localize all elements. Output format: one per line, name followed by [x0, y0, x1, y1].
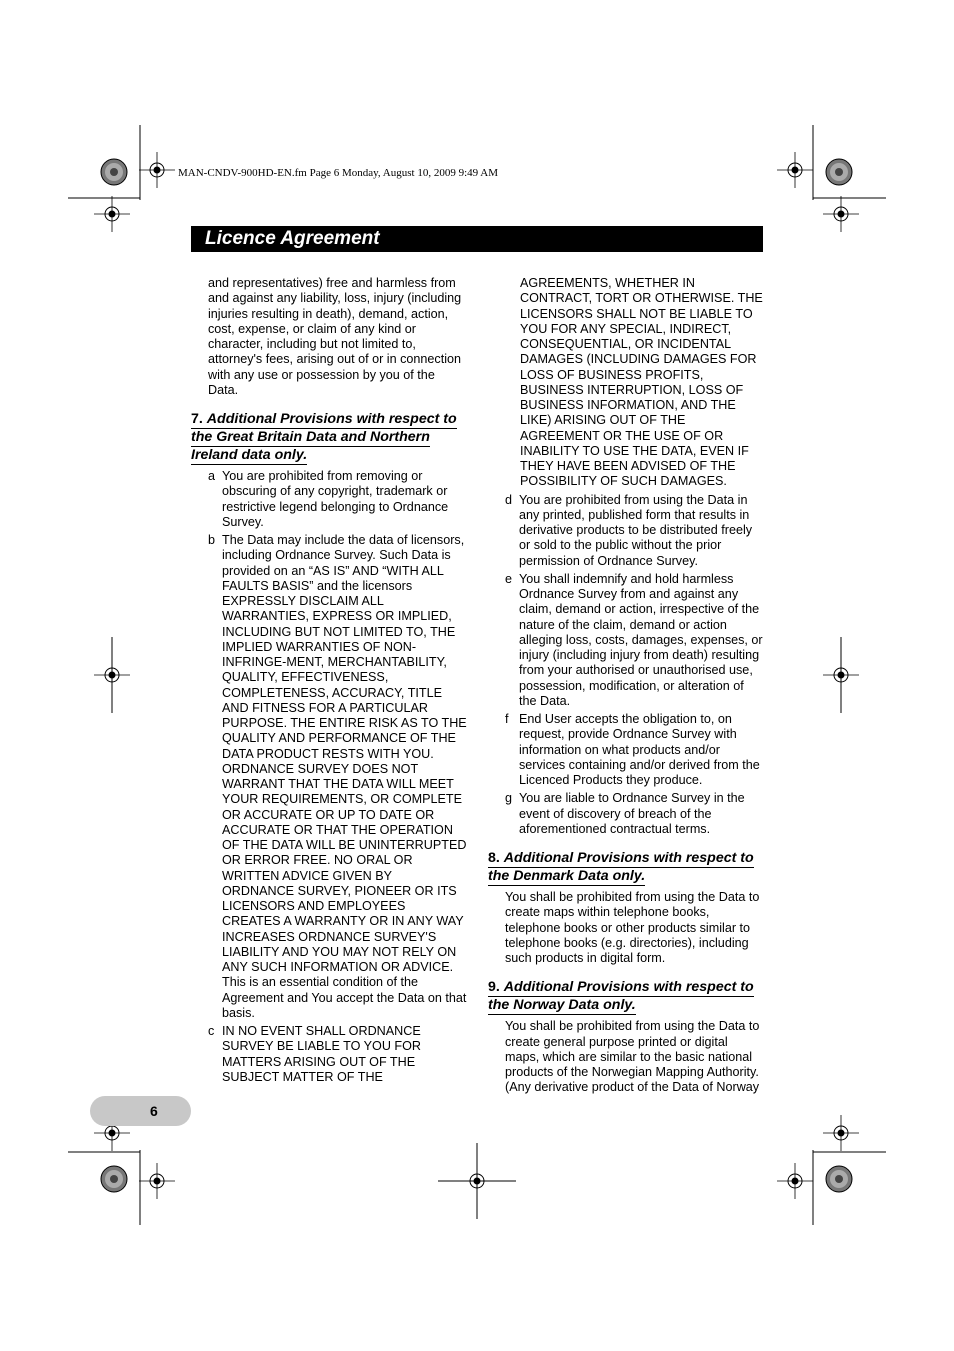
item-label: b [208, 533, 216, 547]
right-column [488, 276, 764, 1096]
item-label: f [505, 712, 509, 726]
list-item [208, 1024, 467, 1085]
registration-mark-icon [777, 152, 813, 188]
registration-mark-icon [139, 1163, 175, 1199]
item-text: IN NO EVENT SHALL ORDNANCE SURVEY BE LIABLE TO YOU FOR MATTERS ARISING OUT OF THE SUBJECT MATTER OF THE [222, 1024, 422, 1084]
section-number: 9. [488, 979, 500, 996]
color-target-icon [101, 1166, 127, 1192]
list-item [505, 493, 764, 569]
registration-mark-icon [823, 1115, 859, 1151]
registration-mark-icon [823, 196, 859, 232]
item-c-continuation: AGREEMENTS, WHETHER IN CONTRACT, TORT OR OTHERWISE. THE LICENSORS SHALL NOT BE LIABLE TO YOU FOR ANY SPECIAL, INDIRECT, CONSEQUENTIAL, OR INCIDENTAL DAMAGES (INCLUDING DAMAGES FOR LOSS OF BUSINESS PROFITS, BUSINESS INTERRUPTION, LOSS OF BUSINESS INFORMATION, AND THE LIKE) ARISING OUT OF THE AGREEMENT OR THE USE OF OR INABILITY TO USE THE DATA, EVEN IF THEY HAVE BEEN ADVISED OF THE POSSIBILITY OF SUCH DAMAGES. [520, 276, 763, 489]
left-column [191, 276, 467, 1088]
item-text: You shall indemnify and hold harmless Ordnance Survey from and against any claim, demand or action, irrespective of the nature of the claim, demand or action alleging loss, costs, damages, expenses, or injury (including injury from death) resulting from your authorised or unauthorised use, possession, modification, or alteration of the Data. [519, 571, 763, 708]
page-number: 6 [150, 1103, 158, 1119]
item-label: c [208, 1024, 215, 1038]
page-title: Licence Agreement [205, 228, 380, 249]
item-label: g [505, 791, 513, 806]
list-item [505, 572, 764, 709]
section-number: 7. [191, 411, 203, 427]
file-info-line: MAN-CNDV-900HD-EN.fm Page 6 Monday, August 10, 2009 9:49 AM [178, 167, 499, 179]
section-title-bar [191, 226, 763, 252]
list-item [208, 533, 467, 1021]
color-target-icon [826, 159, 852, 185]
item-text: End User accepts the obligation to, on request, provide Ordnance Survey with information on what products and/or services containing and/or derived from the Licenced Products they produce. [519, 712, 760, 787]
section-title: Additional Provisions with respect to the Norway Data only. [488, 979, 754, 1014]
item-label: d [505, 492, 513, 507]
registration-mark-icon [139, 152, 175, 188]
item-text: You are liable to Ordnance Survey in the event of discovery of breach of the aforementioned contractual terms. [519, 791, 745, 836]
section-8-body: You shall be prohibited from using the Data to create maps within telephone books, telephone books or other products similar to telephone books (e.g. directories), including such products in digital form. [505, 890, 760, 965]
item-label: a [208, 469, 216, 483]
page-number-tab [90, 1096, 191, 1126]
section-9-heading [488, 978, 764, 1014]
list-item [505, 791, 764, 837]
item-text: You are prohibited from removing or obscuring of any copyright, trademark or restrictive legend belonging to Ordnance Survey. [222, 469, 449, 529]
color-target-icon [826, 1166, 852, 1192]
section-9-body: You shall be prohibited from using the Data to create general purpose printed or digital maps, which are similar to the basic national products of the Norwegian Mapping Authority. (Any derivative product of the Data of Norway [505, 1019, 760, 1095]
section-title: Additional Provisions with respect to the Denmark Data only. [488, 850, 754, 884]
section-8-heading [488, 849, 764, 885]
color-target-icon [101, 159, 127, 185]
intro-paragraph: and representatives) free and harmless from and against any liability, loss, injury (including injuries resulting in death), demand, action, cost, expense, or claim of any kind or character, including but not limited to, attorney's fees, arising out of or in connection with any use or possession by you of the Data. [208, 276, 462, 397]
item-label: e [505, 571, 513, 586]
list-item [208, 469, 467, 530]
section-7-heading [191, 410, 467, 464]
registration-mark-icon [777, 1163, 813, 1199]
item-text: The Data may include the data of licensors, including Ordnance Survey. Such Data is provided on an “AS IS” AND “WITH ALL FAULTS BASIS” and the licensors EXPRESSLY DISCLAIM ALL WARRANTIES, EXPRESS OR IMPLIED, INCLUDING BUT NOT LIMITED TO, THE IMPLIED WARRANTIES OF NON-INFRINGE-MENT, MERCHANTABILITY, QUALITY, EFFECTIVENESS, COMPLETENESS, ACCURACY, TITLE AND FITNESS FOR A PARTICULAR PURPOSE. THE ENTIRE RISK AS TO THE QUALITY AND PERFORMANCE OF THE DATA PRODUCT RESTS WITH YOU. ORDNANCE SURVEY DOES NOT WARRANT THAT THE DATA WILL MEET YOUR REQUIREMENTS, OR COMPLETE OR ACCURATE OR UP TO DATE OR ACCURATE OR THAT THE OPERATION OF THE DATA WILL BE UNINTERRUPTED OR ERROR FREE. NO ORAL OR WRITTEN ADVICE GIVEN BY ORDNANCE SURVEY, PIONEER OR ITS LICENSORS AND EMPLOYEES CREATES A WARRANTY OR IN ANY WAY INCREASES ORDNANCE SURVEY'S LIABILITY AND YOU MAY NOT RELY ON ANY SUCH INFORMATION OR ADVICE. This is an essential condition of the Agreement and You accept the Data on that basis. [222, 533, 467, 1020]
list-item [505, 712, 764, 788]
item-text: You are prohibited from using the Data in any printed, published form that results in derivative products to be distributed freely or sold to the public without the prior permission of Ordnance Survey. [519, 492, 753, 568]
section-title: Additional Provisions with respect to the Great Britain Data and Northern Ireland data only. [191, 411, 457, 463]
registration-mark-icon [94, 196, 130, 232]
section-number: 8. [488, 850, 500, 866]
